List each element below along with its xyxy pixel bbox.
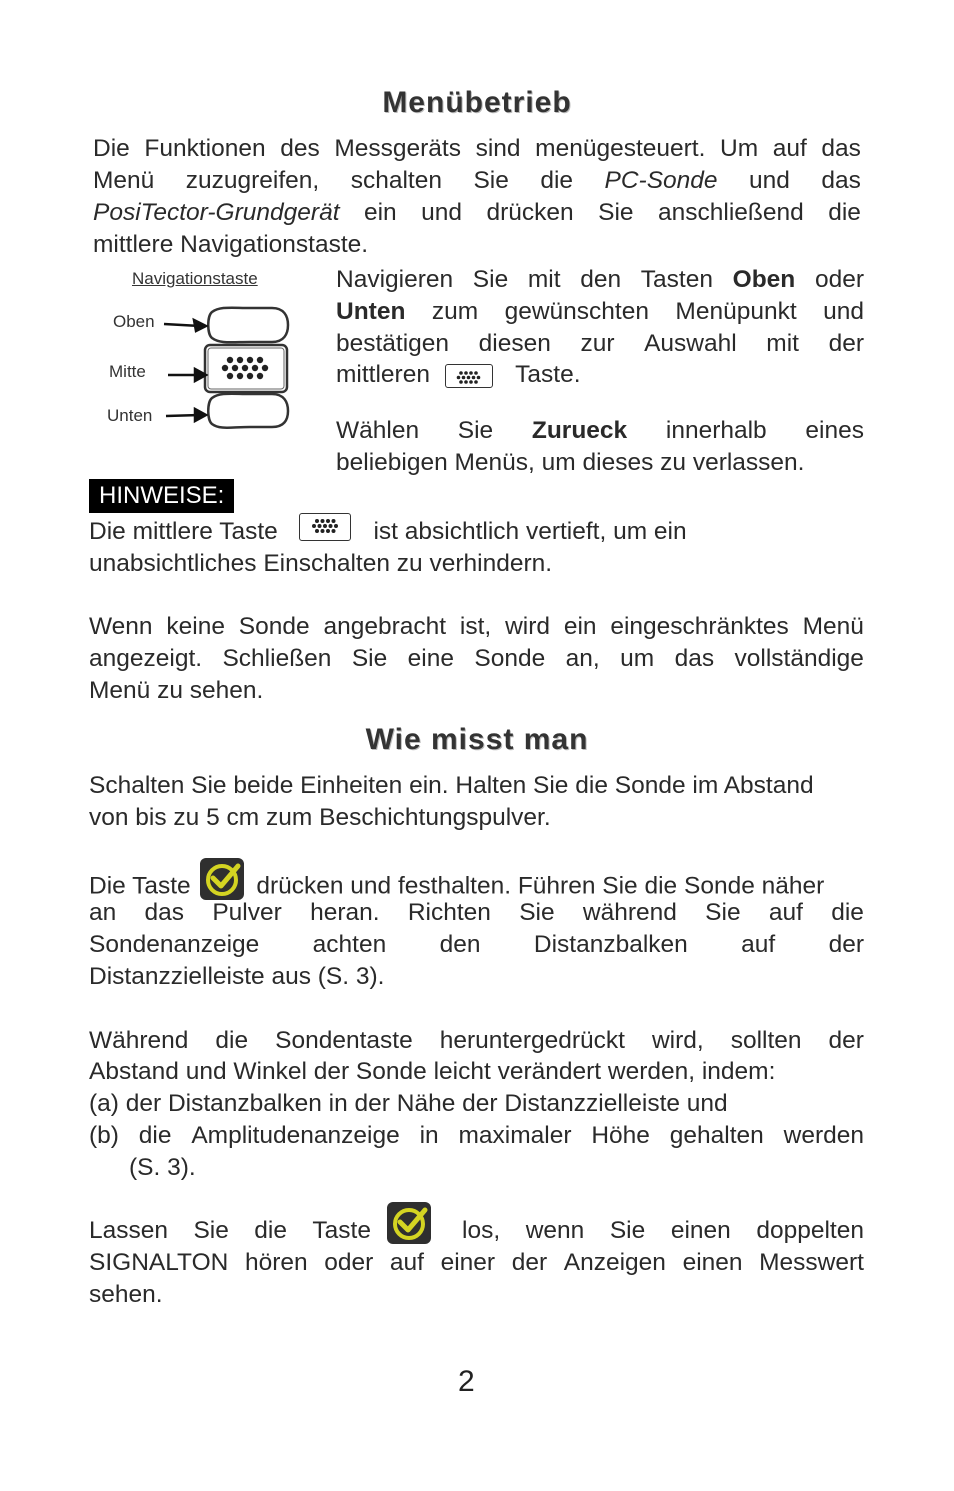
word: zuzugreifen, [185, 167, 320, 194]
word: wird, [651, 1027, 704, 1054]
word: Richten [407, 899, 491, 926]
check-glyph [387, 1202, 431, 1244]
word: doppelten [756, 1217, 864, 1244]
navigation-button-dots-icon [299, 513, 351, 541]
word: ein [363, 199, 397, 226]
word: an [89, 899, 117, 926]
word: das [144, 899, 185, 926]
p4-words-right [462, 1215, 864, 1247]
word: Lassen [89, 1217, 169, 1244]
nav-text-line-3 [336, 328, 864, 360]
word: eines [805, 417, 864, 444]
word: in [419, 1122, 439, 1149]
word: Während [89, 1027, 189, 1054]
word: maximaler [458, 1122, 572, 1149]
measure-p4-line-1 [89, 1202, 864, 1252]
note2-line-3: Menü zu sehen. [89, 677, 264, 704]
notes-badge: HINWEISE: [89, 479, 234, 513]
word: oder [324, 1249, 374, 1276]
label-unten: Unten [107, 406, 153, 425]
word: Navigieren [336, 266, 454, 293]
word: eine [407, 645, 454, 672]
word: Distanzbalken [533, 931, 688, 958]
word: angebracht [323, 613, 447, 640]
word: hören [244, 1249, 308, 1276]
word: ein [563, 613, 597, 640]
check-glyph [200, 858, 244, 900]
word: Sondentaste [275, 1027, 413, 1054]
word: Sie [598, 199, 634, 226]
word: innerhalb [665, 417, 767, 444]
word: mittleren [336, 361, 430, 388]
text-fragment: drücken und festhalten. Führen Sie die Sonde näher [256, 872, 825, 900]
word: Auswahl [644, 330, 737, 357]
word: der [828, 1027, 864, 1054]
word: den [580, 266, 622, 293]
word: Sie [473, 167, 509, 194]
word: Amplitudenanzeige [191, 1122, 400, 1149]
word: Sonde [238, 613, 310, 640]
word: Messgeräts [334, 135, 461, 162]
word: Funktionen [144, 135, 266, 162]
word: und [749, 167, 790, 194]
word: auf [389, 1249, 424, 1276]
navigation-diagram-caption: Navigationstaste [132, 269, 258, 288]
measure-p3-line-4 [89, 1120, 864, 1152]
intro-line-1 [93, 133, 861, 165]
word: angezeigt. [89, 645, 203, 672]
word: der [828, 931, 864, 958]
word: oder [814, 266, 864, 293]
word: Menü [802, 613, 864, 640]
check-button-icon [387, 1202, 431, 1244]
word: werden [783, 1122, 864, 1149]
measure-p4-line-2 [89, 1247, 864, 1279]
word: einen [682, 1249, 743, 1276]
word: mit [527, 266, 561, 293]
word: Sie [609, 1217, 646, 1244]
top-button-shape [208, 308, 288, 343]
word: auf [741, 931, 776, 958]
word: eingeschränktes [610, 613, 789, 640]
measure-p2-line-4: Distanzzielleiste aus (S. 3). [89, 963, 385, 990]
word: Höhe [591, 1122, 650, 1149]
measure-p1-line-1: Schalten Sie beide Einheiten ein. Halten Sie die Sonde im Abstand [89, 772, 814, 799]
word: und [823, 298, 864, 325]
word: Sie [351, 645, 388, 672]
word: die [215, 1027, 249, 1054]
word: Sie [457, 417, 494, 444]
word: heran. [310, 899, 380, 926]
word: Sie [193, 1217, 229, 1244]
word-bold-unten: Unten [336, 298, 406, 325]
word: Pulver [212, 899, 282, 926]
dots-pattern [446, 367, 491, 388]
word: Taste. [515, 361, 581, 388]
word: einen [670, 1217, 731, 1244]
note1-line-2: unabsichtliches Einschalten zu verhindern. [89, 550, 553, 577]
word: die [254, 1217, 287, 1244]
word: an, [565, 645, 600, 672]
word: Sie [472, 266, 509, 293]
word: drücken [486, 199, 574, 226]
word-bold-zurueck: Zurueck [531, 417, 628, 444]
word: das [821, 135, 861, 162]
measure-p3-line-2: Abstand und Winkel der Sonde leicht verändert werden, indem: [89, 1058, 776, 1085]
section-title-menu: Menübetrieb [382, 86, 572, 119]
word: Wählen [336, 417, 420, 444]
word: Tasten [640, 266, 713, 293]
note1-line-1 [89, 516, 687, 548]
nav-text-line-2 [336, 296, 864, 328]
word: keine [166, 613, 225, 640]
arrows [164, 320, 206, 421]
word: Schließen [222, 645, 332, 672]
dots-pattern [300, 514, 349, 539]
word: Taste [312, 1217, 371, 1244]
word-italic: PosiTector-Grundgerät [93, 199, 340, 226]
back-text-line-2: beliebigen Menüs, um dieses zu verlassen. [336, 449, 805, 476]
measure-p3-line-1 [89, 1025, 864, 1057]
word: bestätigen [336, 330, 450, 357]
word: gewünschten [504, 298, 649, 325]
measure-p2-line-3 [89, 929, 864, 961]
back-text-line-1 [336, 415, 864, 447]
word: vollständige [734, 645, 864, 672]
word: los, [462, 1217, 501, 1244]
word: Die [93, 135, 130, 162]
word: um [620, 645, 655, 672]
navigation-keypad-diagram [160, 300, 295, 435]
word: Sie [705, 899, 741, 926]
measure-p1-line-2: von bis zu 5 cm zum Beschichtungspulver. [89, 804, 551, 831]
word: die [540, 167, 574, 194]
word: schalten [350, 167, 442, 194]
word: zur [580, 330, 615, 357]
p4-words-left [89, 1215, 371, 1247]
text-fragment: Die Taste [89, 872, 191, 900]
word: Menüpunkt [675, 298, 797, 325]
word: menügesteuert. [535, 135, 706, 162]
word: Sonde [474, 645, 546, 672]
word: Menü [93, 167, 155, 194]
word: gehalten [669, 1122, 764, 1149]
word: ist, [459, 613, 492, 640]
word-bold-oben: Oben [732, 266, 796, 293]
word: heruntergedrückt [439, 1027, 625, 1054]
bottom-button-shape [208, 394, 288, 428]
word: wird [505, 613, 550, 640]
intro-line-2 [93, 165, 861, 197]
intro-line-4: mittlere Navigationstaste. [93, 231, 369, 258]
word: SIGNALTON [89, 1249, 229, 1276]
word: das [674, 645, 715, 672]
measure-p2-line-2 [89, 897, 864, 929]
word: der [828, 330, 864, 357]
nav-text-line-1 [336, 264, 864, 296]
label-mitte: Mitte [109, 362, 146, 381]
word: sollten [730, 1027, 802, 1054]
word: die [828, 199, 861, 226]
page-number: 2 [458, 1365, 475, 1398]
measure-p3-line-3: (a) der Distanzbalken in der Nähe der Distanzzielleiste und [89, 1090, 728, 1117]
word: anschließend [658, 199, 804, 226]
word: die [138, 1122, 172, 1149]
word: Sie [519, 899, 555, 926]
word: während [582, 899, 677, 926]
nav-text-line-4 [336, 359, 581, 391]
intro-line-3 [93, 197, 861, 229]
word: der [511, 1249, 548, 1276]
word: achten [312, 931, 387, 958]
word: des [280, 135, 320, 162]
label-oben: Oben [113, 312, 155, 331]
word: diesen [478, 330, 551, 357]
word: mit [766, 330, 799, 357]
text-fragment: ist absichtlich vertieft, um ein [373, 518, 687, 545]
word: Wenn [89, 613, 153, 640]
word: und [421, 199, 463, 226]
word: einer [440, 1249, 496, 1276]
word: den [439, 931, 481, 958]
word: Messwert [759, 1249, 864, 1276]
word-italic: PC-Sonde [604, 167, 718, 194]
word: (b) [89, 1122, 119, 1149]
text-fragment: Die mittlere Taste [89, 518, 278, 545]
word: Um [720, 135, 759, 162]
word: Anzeigen [563, 1249, 666, 1276]
measure-p3-line-5: (S. 3). [129, 1154, 196, 1181]
measure-p4-line-3: sehen. [89, 1281, 163, 1308]
section-title-measure: Wie misst man [365, 723, 589, 756]
note2-line-2 [89, 643, 864, 675]
word: die [831, 899, 864, 926]
word: das [821, 167, 861, 194]
check-button-icon [200, 858, 244, 900]
note2-line-1 [89, 611, 864, 643]
word: sind [475, 135, 521, 162]
navigation-button-dots-icon [445, 364, 493, 388]
word: wenn [525, 1217, 585, 1244]
word: zum [431, 298, 479, 325]
word: auf [772, 135, 807, 162]
word: auf [768, 899, 803, 926]
word: Sondenanzeige [89, 931, 260, 958]
